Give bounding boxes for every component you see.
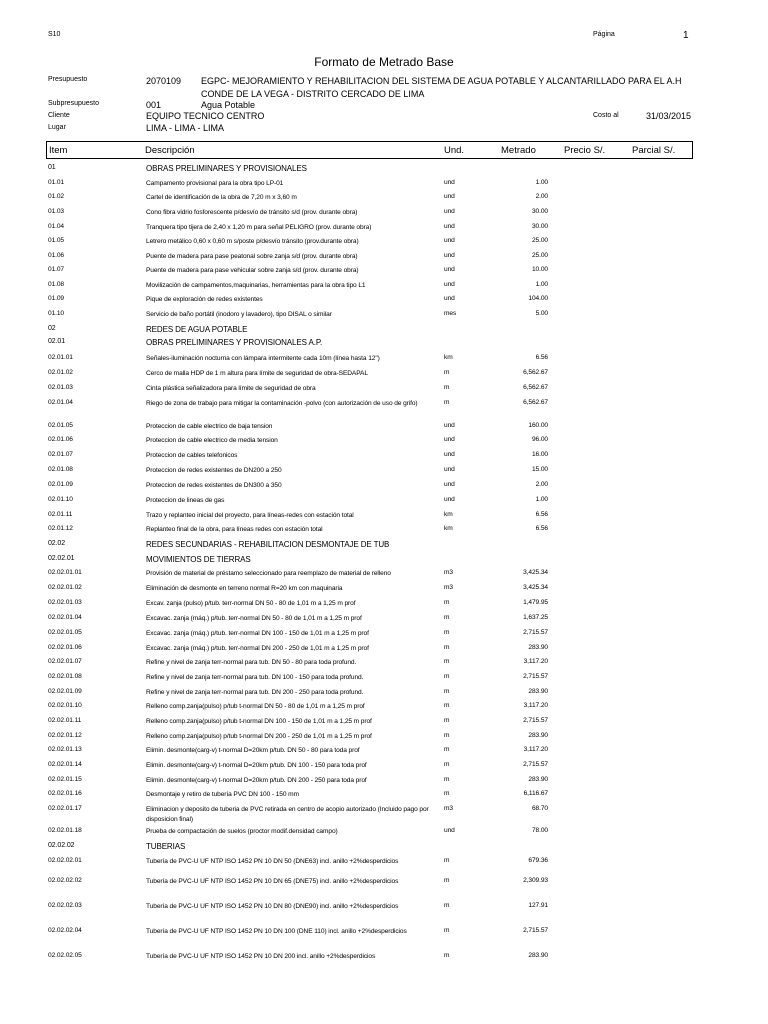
row-unit: und [444,496,455,503]
row-description: Relleno comp.zanja(pulso) p/tub t-normal DN 50 - 80 de 1,01 m a 1,25 m prof [146,703,365,710]
row-metrado: 6,116.67 [523,790,548,797]
row-unit: und [444,295,455,302]
row-unit: und [444,281,455,288]
row-unit: m [444,614,450,621]
row-item-code: 02.02.01.15 [48,776,82,783]
row-description: Movilización de campamentos,maquinarias, herramientas para la obra tipo L1 [146,282,366,289]
row-description: Relleno comp.zanja(pulso) p/tub t-normal DN 200 - 250 de 1,01 m a 1,25 m prof [146,733,372,740]
row-item-code: 02.02.01.07 [48,658,82,665]
row-item-code: 02.02.02.04 [48,927,82,934]
row-item-code: 02.02.01.16 [48,790,82,797]
row-description: Cono fibra vidrio fosforescente p/desvío de tránsito s/d (prov. durante obra) [146,209,358,216]
row-item-code: 01 [48,164,56,171]
row-description: Riego de zona de trabajo para mitigar la contaminación -polvo (con autorización de uso de grifo) [146,400,418,407]
row-unit: m [444,702,450,709]
row-description: Refine y nivel de zanja terr-normal para tub. DN 200 - 250 para toda profund. [146,689,364,696]
row-unit: und [444,266,455,273]
page-label: Página [593,31,615,38]
row-metrado: 25.00 [531,237,548,244]
row-unit: m [444,790,450,797]
row-description: Eliminacion y deposito de tuberia de PVC retirada en centro de acopio autorizado (Incluido pago por disposicion final) [146,806,429,823]
row-description: Puente de madera para pase peatonal sobre zanja s/d (prov. durante obra) [146,253,358,260]
row-item-code: 02.02.01.04 [48,614,82,621]
row-metrado: 25.00 [531,252,548,259]
row-description: Elimin. desmonte(carg-v) t-normal D=20km p/tub. DN 50 - 80 para toda prof [146,747,360,754]
row-metrado: 68.70 [531,805,548,812]
row-metrado: 679.36 [528,857,548,864]
row-metrado: 6,562.67 [523,399,548,406]
row-metrado: 3,117.20 [523,746,548,753]
row-item-code: 02.01.01 [48,354,73,361]
row-unit: m [444,384,450,391]
subpresupuesto-code: 001 [146,100,162,110]
page-number: 1 [683,30,689,41]
row-unit: m [444,902,450,909]
row-unit: m3 [444,584,453,591]
row-metrado: 6.56 [535,525,548,532]
row-metrado: 283.90 [528,732,548,739]
presupuesto-code: 2070109 [146,76,182,86]
lugar-label: Lugar [48,124,66,131]
row-unit: m [444,673,450,680]
row-item-code: 02.01.10 [48,496,73,503]
row-metrado: 2,715.57 [523,761,548,768]
row-item-code: 02.02.01.10 [48,702,82,709]
row-unit: und [444,223,455,230]
row-unit: und [444,827,455,834]
row-unit: m [444,857,450,864]
row-item-code: 02.02.01.05 [48,629,82,636]
row-unit: m [444,732,450,739]
row-item-code: 02.02.01.08 [48,673,82,680]
row-description: Proteccion de cable electrico de baja tension [146,423,273,430]
costo-date: 31/03/2015 [646,111,692,121]
row-item-code: 01.09 [48,295,65,302]
row-metrado: 2,715.57 [523,629,548,636]
row-item-code: 02.02.02.02 [48,877,82,884]
row-item-code: 02.02.02.01 [48,857,82,864]
row-metrado: 2,309.93 [523,877,548,884]
row-description: Cerco de malla HDP de 1 m altura para límite de seguridad de obra-SEDAPAL [146,370,368,377]
row-item-code: 02 [48,325,56,332]
row-metrado: 30.00 [531,208,548,215]
row-item-code: 02.02.02.03 [48,902,82,909]
row-item-code: 02.02.01.12 [48,732,82,739]
row-unit: m [444,927,450,934]
row-unit: m [444,644,450,651]
row-description: Trazo y replanteo inicial del proyecto, para líneas-redes con estación total [146,512,354,519]
row-unit: m3 [444,805,453,812]
row-metrado: 16.00 [531,451,548,458]
row-description: Tranquera tipo tijera de 2,40 x 1,20 m para señal PELIGRO (prov. durante obra) [146,224,372,231]
row-unit: km [444,354,453,361]
row-description: Replanteo final de la obra, para líneas redes con estación total [146,526,323,533]
row-metrado: 2,715.57 [523,927,548,934]
row-metrado: 3,425.34 [523,584,548,591]
row-description: Excav. zanja (pulso) p/tub. terr-normal DN 50 - 80 de 1,01 m a 1,25 m prof [146,600,356,607]
row-description: Relleno comp.zanja(pulso) p/tub t-normal DN 100 - 150 de 1,01 m a 1,25 m prof [146,718,372,725]
row-metrado: 127.91 [528,902,548,909]
row-description: Desmontaje y retiro de tubería PVC DN 100 - 150 mm [146,791,299,798]
row-description: REDES DE AGUA POTABLE [146,325,248,334]
row-unit: m [444,717,450,724]
row-description: Cartel de identificación de la obra de 7,20 m x 3,60 m [146,194,297,201]
row-metrado: 283.90 [528,776,548,783]
row-item-code: 02.01 [48,338,66,345]
row-unit: m [444,952,450,959]
row-item-code: 01.02 [48,193,65,200]
row-description: Proteccion de lineas de gas [146,497,225,504]
row-description: Tubería de PVC-U UF NTP ISO 1452 PN 10 DN 80 (DNE90) incl. anillo +2%desperdicios [146,903,399,910]
row-unit: m [444,776,450,783]
row-unit: und [444,179,455,186]
row-unit: und [444,466,455,473]
row-item-code: 02.01.04 [48,399,73,406]
row-metrado: 283.90 [528,644,548,651]
row-metrado: 78.00 [531,827,548,834]
column-header-parcial: Parcial S/. [632,145,676,156]
row-description: REDES SECUNDARIAS - REHABILITACION DESMONTAJE DE TUB [146,540,390,549]
row-metrado: 15.00 [531,466,548,473]
presupuesto-description-line2: CONDE DE LA VEGA - DISTRITO CERCADO DE LIMA [201,89,425,99]
row-metrado: 6.56 [535,511,548,518]
row-item-code: 02.02.01.13 [48,746,82,753]
row-metrado: 10.00 [531,266,548,273]
row-item-code: 02.02.02 [48,842,75,849]
row-item-code: 02.02.01.18 [48,827,82,834]
row-unit: und [444,436,455,443]
row-metrado: 1.00 [535,179,548,186]
row-metrado: 1.00 [535,496,548,503]
row-description: Excavac. zanja (máq.) p/tub. terr-normal DN 100 - 150 de 1,01 m a 1,25 m prof [146,630,369,637]
row-item-code: 01.10 [48,310,65,317]
row-item-code: 02.01.11 [48,511,73,518]
row-description: Servicio de baño portátil (inodoro y lavadero), tipo DISAL o similar [146,311,332,318]
column-header-und: Und. [444,145,465,156]
row-description: Refine y nivel de zanja terr-normal para tub. DN 50 - 80 para toda profund. [146,659,357,666]
row-item-code: 02.01.03 [48,384,73,391]
row-item-code: 02.01.07 [48,451,73,458]
row-description: Excavac. zanja (máq.) p/tub. terr-normal DN 200 - 250 de 1,01 m a 1,25 m prof [146,645,369,652]
row-unit: und [444,208,455,215]
row-item-code: 02.02.01.03 [48,599,82,606]
row-item-code: 02.02.02.05 [48,952,82,959]
row-metrado: 2,715.57 [523,673,548,680]
row-metrado: 3,117.20 [523,702,548,709]
row-metrado: 6,562.67 [523,369,548,376]
presupuesto-description-line1: EGPC- MEJORAMIENTO Y REHABILITACION DEL SISTEMA DE AGUA POTABLE Y ALCANTARILLADO PARA EL A.H [201,76,682,86]
row-description: Proteccion de cable electrico de media tension [146,437,278,444]
row-unit: und [444,252,455,259]
column-header-item: Item [49,145,68,156]
row-description: Eliminación de desmonte en terreno normal R=20 km con maquinaria [146,585,343,592]
subpresupuesto-label: Subpresupuesto [48,100,99,107]
row-description: Provisión de material de préstamo seleccionado para reemplazo de material de relleno [146,570,391,577]
row-description: Pique de exploración de redes existentes [146,296,263,303]
row-item-code: 02.02.01.02 [48,584,82,591]
row-unit: m [444,877,450,884]
row-item-code: 01.07 [48,266,65,273]
subpresupuesto-description: Agua Potable [201,100,256,110]
row-metrado: 2.00 [535,193,548,200]
row-unit: und [444,237,455,244]
row-metrado: 3,425.34 [523,569,548,576]
row-unit: m [444,599,450,606]
row-unit: und [444,193,455,200]
column-header-precio: Precio S/. [564,145,606,156]
row-metrado: 1.00 [535,281,548,288]
row-unit: m [444,688,450,695]
column-header-metrado: Metrado [501,145,536,156]
row-metrado: 30.00 [531,223,548,230]
row-unit: km [444,525,453,532]
row-description: Elimin. desmonte(carg-v) t-normal D=20km p/tub. DN 100 - 150 para toda prof [146,762,367,769]
row-item-code: 02.02.01 [48,555,75,562]
row-description: Elimin. desmonte(carg-v) t-normal D=20km p/tub. DN 200 - 250 para toda prof [146,777,367,784]
row-unit: m [444,399,450,406]
row-item-code: 01.04 [48,223,65,230]
row-metrado: 5.00 [535,310,548,317]
row-metrado: 6.56 [535,354,548,361]
row-metrado: 104.00 [528,295,548,302]
document-title: Formato de Metrado Base [314,55,454,69]
row-unit: m [444,658,450,665]
row-metrado: 96.00 [531,436,548,443]
row-item-code: 02.01.12 [48,525,73,532]
row-metrado: 1,479.95 [523,599,548,606]
row-description: Prueba de compactación de suelos (proctor modif.densidad campo) [146,828,338,835]
row-metrado: 160.00 [528,422,548,429]
costo-label: Costo al [593,112,619,119]
row-description: Letrero metálico 0,60 x 0,60 m s/poste p/desvío tránsito (prov.durante obra) [146,238,359,245]
row-metrado: 2,715.57 [523,717,548,724]
row-item-code: 02.01.09 [48,481,73,488]
lugar-value: LIMA - LIMA - LIMA [146,123,225,133]
row-unit: m [444,746,450,753]
row-item-code: 02.02.01.01 [48,569,82,576]
row-description: OBRAS PRELIMINARES Y PROVISIONALES A.P. [146,338,323,347]
row-item-code: 02.02.01.09 [48,688,82,695]
row-item-code: 01.01 [48,179,65,186]
row-item-code: 01.06 [48,252,65,259]
cliente-label: Cliente [48,112,70,119]
row-item-code: 02.01.08 [48,466,73,473]
row-metrado: 6,562.67 [523,384,548,391]
row-metrado: 1,637.25 [523,614,548,621]
row-item-code: 02.02 [48,540,66,547]
cliente-value: EQUIPO TECNICO CENTRO [146,111,265,121]
row-description: MOVIMIENTOS DE TIERRAS [146,555,251,564]
row-item-code: 02.02.01.11 [48,717,82,724]
row-unit: und [444,481,455,488]
row-unit: mes [444,310,457,317]
row-description: Tubería de PVC-U UF NTP ISO 1452 PN 10 DN 200 incl. anillo +2%desperdicios [146,953,376,960]
row-metrado: 3,117.20 [523,658,548,665]
row-description: Excavac. zanja (máq.) p/tub. terr-normal DN 50 - 80 de 1,01 m a 1,25 m prof [146,615,362,622]
row-unit: m [444,761,450,768]
row-description: Tubería de PVC-U UF NTP ISO 1452 PN 10 DN 100 (DNE 110) incl. anillo +2%desperdicios [146,928,407,935]
row-unit: und [444,451,455,458]
row-item-code: 01.08 [48,281,65,288]
row-description: TUBERIAS [146,842,186,851]
row-metrado: 283.90 [528,688,548,695]
row-item-code: 02.02.01.06 [48,644,82,651]
presupuesto-label: Presupuesto [48,76,88,83]
row-unit: m [444,629,450,636]
row-unit: km [444,511,453,518]
row-description: Cinta plástica señalizadora para límite de seguridad de obra [146,385,316,392]
row-item-code: 02.01.06 [48,436,73,443]
row-item-code: 02.02.01.14 [48,761,82,768]
row-description: Campamento provisional para la obra tipo LP-01 [146,180,284,187]
row-item-code: 02.01.05 [48,422,73,429]
row-item-code: 02.02.01.17 [48,805,82,812]
row-description: Puente de madera para pase vehicular sobre zanja s/d (prov. durante obra) [146,267,359,274]
row-metrado: 2.00 [535,481,548,488]
row-description: OBRAS PRELIMINARES Y PROVISIONALES [146,164,307,173]
column-header-descripcion: Descripción [145,145,195,156]
row-unit: und [444,422,455,429]
row-description: Proteccion de redes existentes de DN200 a 250 [146,467,282,474]
table-header [46,141,693,159]
row-item-code: 02.01.02 [48,369,73,376]
row-unit: m3 [444,569,453,576]
row-description: Tubería de PVC-U UF NTP ISO 1452 PN 10 DN 65 (DNE75) incl. anillo +2%desperdicios [146,878,399,885]
row-description: Refine y nivel de zanja terr-normal para tub. DN 100 - 150 para toda profund. [146,674,364,681]
software-label: S10 [48,31,61,38]
row-description: Proteccion de redes existentes de DN300 a 350 [146,482,282,489]
row-unit: m [444,369,450,376]
row-item-code: 01.03 [48,208,65,215]
row-description: Señales-iluminación nocturna con lámpara intermitente cada 10m (línea hasta 12") [146,355,380,362]
row-description: Tubería de PVC-U UF NTP ISO 1452 PN 10 DN 50 (DNE63) incl. anillo +2%desperdicios [146,858,399,865]
row-item-code: 01.05 [48,237,65,244]
row-metrado: 283.90 [528,952,548,959]
row-description: Proteccion de cables telefonicos [146,452,238,459]
